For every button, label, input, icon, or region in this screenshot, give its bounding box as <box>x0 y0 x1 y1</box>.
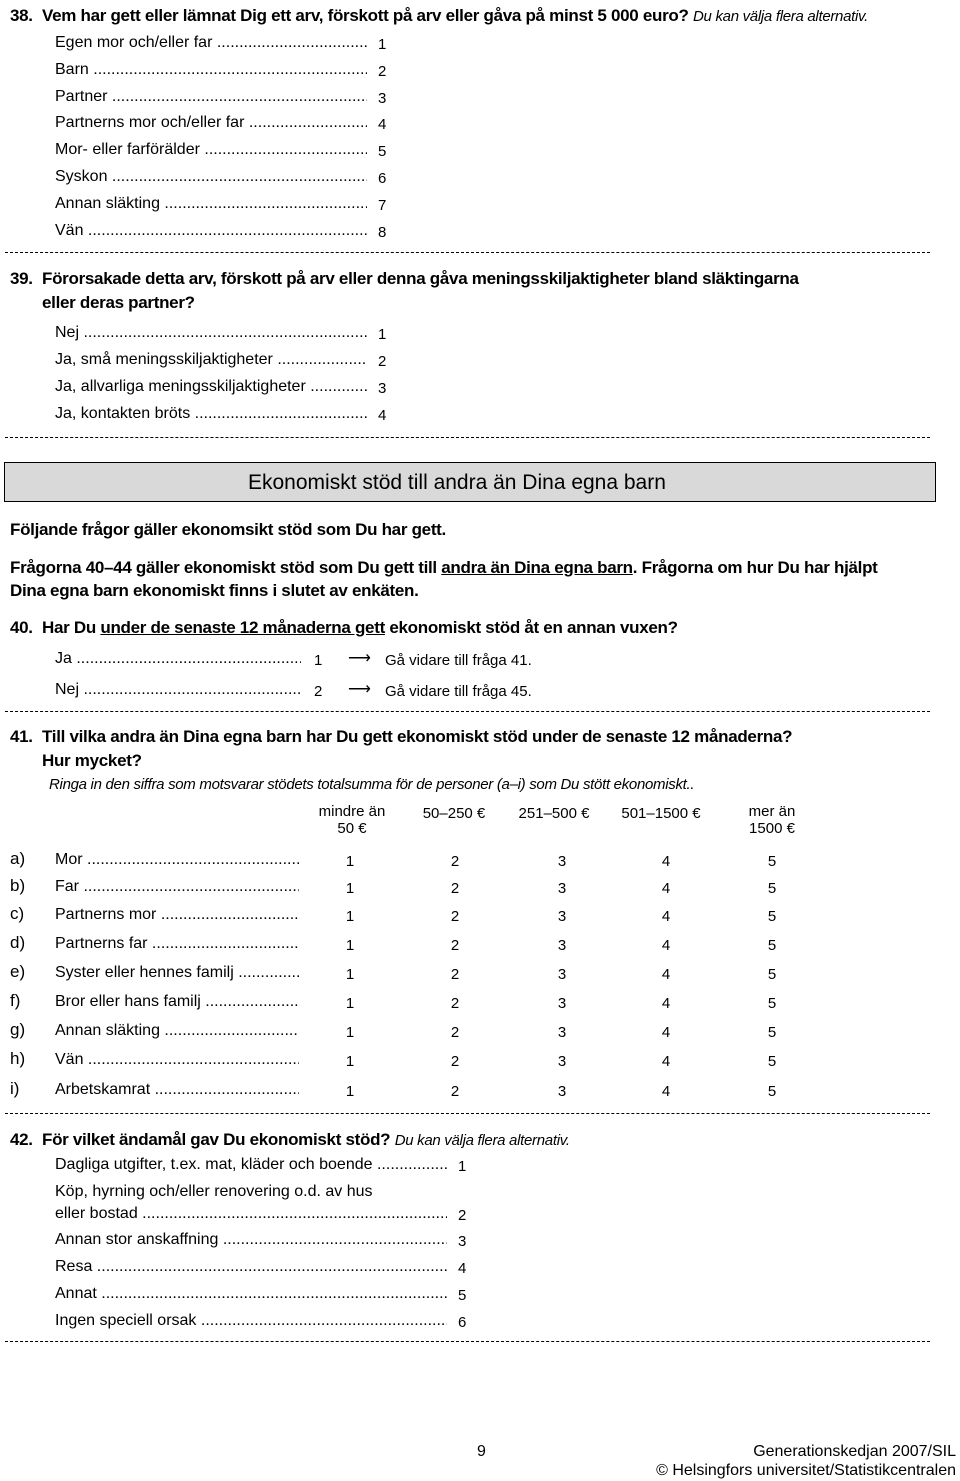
option-code[interactable]: 8 <box>378 224 387 241</box>
column-header-line: mindre än <box>318 803 386 820</box>
response-code[interactable]: 4 <box>661 908 671 925</box>
column-header-line: 251–500 € <box>518 805 590 822</box>
row-label-text: Partnerns far ..... <box>55 935 299 953</box>
response-code[interactable]: 1 <box>345 853 355 870</box>
option[interactable] <box>55 650 301 668</box>
option[interactable] <box>55 351 367 369</box>
response-code[interactable]: 3 <box>557 995 567 1012</box>
row-label-text: Arbetskamrat ..... <box>55 1081 299 1099</box>
question-text: Vem har gett eller lämnat Dig ett arv, förskott på arv eller gåva på minst 5 000 euro? <box>42 6 689 25</box>
response-code[interactable]: 2 <box>450 1053 460 1070</box>
row-label <box>55 964 299 982</box>
response-code[interactable]: 4 <box>661 1024 671 1041</box>
option-label: Barn ..... <box>55 61 367 79</box>
question-note: Du kan välja flera alternativ. <box>394 1132 570 1149</box>
page-number: 9 <box>477 1443 486 1460</box>
question-text: För vilket ändamål gav Du ekonomiskt stöd? <box>42 1130 391 1149</box>
row-letter: g) <box>10 1020 26 1039</box>
option-label: Ja, små meningsskiljaktigheter ..... <box>55 351 367 369</box>
response-code[interactable]: 2 <box>450 880 460 897</box>
response-code[interactable]: 3 <box>557 937 567 954</box>
option-code[interactable]: 4 <box>458 1260 467 1277</box>
option-label: Vän ..... <box>55 222 367 240</box>
option[interactable] <box>55 1231 447 1249</box>
row-letter: c) <box>10 904 25 923</box>
arrow-right-icon: ⟶ <box>348 650 371 667</box>
column-header-line: mer än <box>748 803 796 820</box>
option-label: Partnerns mor och/eller far ..... <box>55 114 367 132</box>
option[interactable] <box>55 1156 447 1174</box>
response-code[interactable]: 4 <box>661 880 671 897</box>
option-code[interactable]: 6 <box>378 170 387 187</box>
question-text: ekonomiskt stöd åt en annan vuxen? <box>384 618 678 637</box>
column-header <box>300 803 404 837</box>
option[interactable] <box>55 1205 447 1223</box>
response-code[interactable]: 4 <box>661 1083 671 1100</box>
response-code[interactable]: 1 <box>345 880 355 897</box>
option-label: Nej ..... <box>55 324 367 342</box>
response-code[interactable]: 4 <box>661 937 671 954</box>
option-label: Partner ..... <box>55 88 367 106</box>
option-code[interactable]: 5 <box>458 1287 467 1304</box>
row-label-text: Far ..... <box>55 878 299 896</box>
row-label <box>55 935 299 953</box>
option-label: Ja, allvarliga meningsskiljaktigheter ..... <box>55 378 367 396</box>
column-header <box>722 803 822 837</box>
paragraph-text: Frågorna 40–44 gäller ekonomiskt stöd som Du gett till <box>10 558 442 577</box>
arrow-right-icon: ⟶ <box>348 681 371 698</box>
question-42 <box>10 1130 570 1150</box>
response-code[interactable]: 4 <box>661 1053 671 1070</box>
response-code[interactable]: 1 <box>345 1024 355 1041</box>
question-39-line2: eller deras partner? <box>42 293 195 312</box>
option[interactable] <box>55 61 367 79</box>
option-label: Ja ..... <box>55 650 301 668</box>
question-41 <box>10 727 792 747</box>
question-note: Du kan välja flera alternativ. <box>693 8 868 25</box>
option-label-line1: Köp, hyrning och/eller renovering o.d. av hus <box>55 1183 373 1200</box>
option-label: Nej ..... <box>55 681 301 699</box>
divider <box>5 1113 930 1114</box>
option-label: Annat ..... <box>55 1285 447 1303</box>
response-code[interactable]: 3 <box>557 1024 567 1041</box>
question-39 <box>10 269 799 289</box>
column-header <box>404 805 504 822</box>
option-code[interactable]: 2 <box>378 353 387 370</box>
option-code[interactable]: 1 <box>378 36 387 53</box>
option-code[interactable]: 3 <box>378 380 387 397</box>
option-label: Syskon ..... <box>55 168 367 186</box>
column-header <box>504 805 604 822</box>
column-header-line: 1500 € <box>749 820 795 837</box>
option[interactable] <box>55 1285 447 1303</box>
question-number: 38. <box>10 6 33 25</box>
option[interactable] <box>55 1312 447 1330</box>
response-code[interactable]: 5 <box>767 995 777 1012</box>
option-label: Mor- eller farförälder ..... <box>55 141 367 159</box>
response-code[interactable]: 4 <box>661 995 671 1012</box>
skip-instruction: Gå vidare till fråga 45. <box>385 683 532 700</box>
response-code[interactable]: 2 <box>450 995 460 1012</box>
row-label <box>55 993 299 1011</box>
row-label <box>55 906 299 924</box>
question-number: 40. <box>10 618 33 637</box>
row-letter: b) <box>10 876 26 895</box>
option-code[interactable]: 4 <box>378 116 387 133</box>
row-letter: d) <box>10 933 26 952</box>
response-code[interactable]: 4 <box>661 853 671 870</box>
row-letter: a) <box>10 849 26 868</box>
response-code[interactable]: 1 <box>345 937 355 954</box>
section-paragraph-line2: Dina egna barn ekonomiskt finns i slutet av enkäten. <box>10 581 419 600</box>
option-label: Dagliga utgifter, t.ex. mat, kläder och boende ..... <box>55 1156 447 1174</box>
row-label <box>55 1051 299 1069</box>
option-code[interactable]: 1 <box>314 652 323 669</box>
option[interactable] <box>55 222 367 240</box>
column-header <box>606 805 716 822</box>
option[interactable] <box>55 681 301 699</box>
divider <box>5 711 930 712</box>
option-label: Ingen speciell orsak ..... <box>55 1312 447 1330</box>
row-label <box>55 1022 299 1040</box>
response-code[interactable]: 1 <box>345 1053 355 1070</box>
skip-instruction: Gå vidare till fråga 41. <box>385 652 532 669</box>
divider <box>5 437 930 438</box>
option-code[interactable]: 3 <box>458 1233 467 1250</box>
response-code[interactable]: 3 <box>557 966 567 983</box>
response-code[interactable]: 4 <box>661 966 671 983</box>
option-label: Resa ..... <box>55 1258 447 1276</box>
option-code[interactable]: 6 <box>458 1314 467 1331</box>
option-code[interactable]: 2 <box>378 63 387 80</box>
option[interactable] <box>55 114 367 132</box>
option-code[interactable]: 5 <box>378 143 387 160</box>
question-41-line2: Hur mycket? <box>42 751 142 770</box>
row-letter: e) <box>10 962 26 981</box>
column-header-line: 50–250 € <box>422 805 486 822</box>
response-code[interactable]: 5 <box>767 937 777 954</box>
response-code[interactable]: 2 <box>450 1024 460 1041</box>
section-paragraph <box>10 558 878 578</box>
option-code[interactable]: 7 <box>378 197 387 214</box>
footer-title: Generationskedjan 2007/SIL <box>753 1443 956 1460</box>
response-code[interactable]: 3 <box>557 1083 567 1100</box>
column-header-line: 501–1500 € <box>621 805 701 822</box>
response-code[interactable]: 2 <box>450 1083 460 1100</box>
row-letter: f) <box>10 991 21 1010</box>
option-label: Egen mor och/eller far ..... <box>55 34 367 52</box>
option-code[interactable]: 1 <box>378 326 387 343</box>
column-header-line: 50 € <box>337 820 367 837</box>
question-number: 39. <box>10 269 33 288</box>
question-number: 42. <box>10 1130 33 1149</box>
response-code[interactable]: 5 <box>767 908 777 925</box>
response-code[interactable]: 5 <box>767 1083 777 1100</box>
response-code[interactable]: 2 <box>450 966 460 983</box>
section-intro: Följande frågor gäller ekonomsikt stöd som Du har gett. <box>10 520 446 539</box>
option[interactable] <box>55 168 367 186</box>
option-label: Annan släkting ..... <box>55 195 367 213</box>
instruction-text: Ringa in den siffra som motsvarar stödets totalsumma för de personer (a–i) som Du stött ekonomiskt.. <box>49 776 695 793</box>
divider <box>5 1341 930 1342</box>
paragraph-underlined: andra än Dina egna barn <box>441 558 633 577</box>
row-label <box>55 1081 299 1099</box>
row-label <box>55 851 299 869</box>
option-label: Ja, kontakten bröts ..... <box>55 405 367 423</box>
response-code[interactable]: 2 <box>450 853 460 870</box>
response-code[interactable]: 1 <box>345 966 355 983</box>
option-label: Annan stor anskaffning ..... <box>55 1231 447 1249</box>
row-label-text: Annan släkting ..... <box>55 1022 299 1040</box>
row-label <box>55 878 299 896</box>
option[interactable] <box>55 405 367 423</box>
response-code[interactable]: 5 <box>767 1053 777 1070</box>
option[interactable] <box>55 88 367 106</box>
option[interactable] <box>55 1258 447 1276</box>
question-text: Till vilka andra än Dina egna barn har Du gett ekonomiskt stöd under de senaste 12 månaderna? <box>42 727 793 746</box>
row-label-text: Vän ..... <box>55 1051 299 1069</box>
row-label-text: Mor ..... <box>55 851 299 869</box>
option[interactable] <box>55 324 367 342</box>
response-code[interactable]: 1 <box>345 1083 355 1100</box>
option-code[interactable]: 4 <box>378 407 387 424</box>
response-code[interactable]: 3 <box>557 908 567 925</box>
response-code[interactable]: 2 <box>450 908 460 925</box>
option-code[interactable]: 2 <box>314 683 323 700</box>
response-code[interactable]: 1 <box>345 995 355 1012</box>
row-label-text: Bror eller hans familj ..... <box>55 993 299 1011</box>
question-text-underlined: under de senaste 12 månaderna gett <box>100 618 385 637</box>
response-code[interactable]: 5 <box>767 880 777 897</box>
option[interactable] <box>55 378 367 396</box>
question-41-instruction <box>49 774 694 794</box>
option-code[interactable]: 1 <box>458 1158 467 1175</box>
row-label-text: Partnerns mor ..... <box>55 906 299 924</box>
option-code[interactable]: 3 <box>378 90 387 107</box>
response-code[interactable]: 3 <box>557 853 567 870</box>
row-letter: i) <box>10 1079 20 1098</box>
response-code[interactable]: 1 <box>345 908 355 925</box>
response-code[interactable]: 2 <box>450 937 460 954</box>
option[interactable] <box>55 195 367 213</box>
question-number: 41. <box>10 727 33 746</box>
option-code[interactable]: 2 <box>458 1207 467 1224</box>
option-label: eller bostad ..... <box>55 1205 447 1223</box>
option[interactable] <box>55 34 367 52</box>
question-38 <box>10 6 868 26</box>
row-label-text: Syster eller hennes familj ..... <box>55 964 299 982</box>
question-text: Har Du <box>42 618 101 637</box>
divider <box>5 252 930 253</box>
question-text: Förorsakade detta arv, förskott på arv eller denna gåva meningsskiljaktigheter bland släktingarna <box>42 269 799 288</box>
row-letter: h) <box>10 1049 26 1068</box>
response-code[interactable]: 5 <box>767 966 777 983</box>
section-title: Ekonomiskt stöd till andra än Dina egna barn <box>248 471 666 494</box>
response-code[interactable]: 5 <box>767 853 777 870</box>
response-code[interactable]: 3 <box>557 880 567 897</box>
footer-copyright: © Helsingfors universitet/Statistikcentralen <box>656 1462 956 1479</box>
response-code[interactable]: 5 <box>767 1024 777 1041</box>
option[interactable] <box>55 141 367 159</box>
paragraph-text: . Frågorna om hur Du har hjälpt <box>632 558 878 577</box>
response-code[interactable]: 3 <box>557 1053 567 1070</box>
question-40 <box>10 618 678 638</box>
